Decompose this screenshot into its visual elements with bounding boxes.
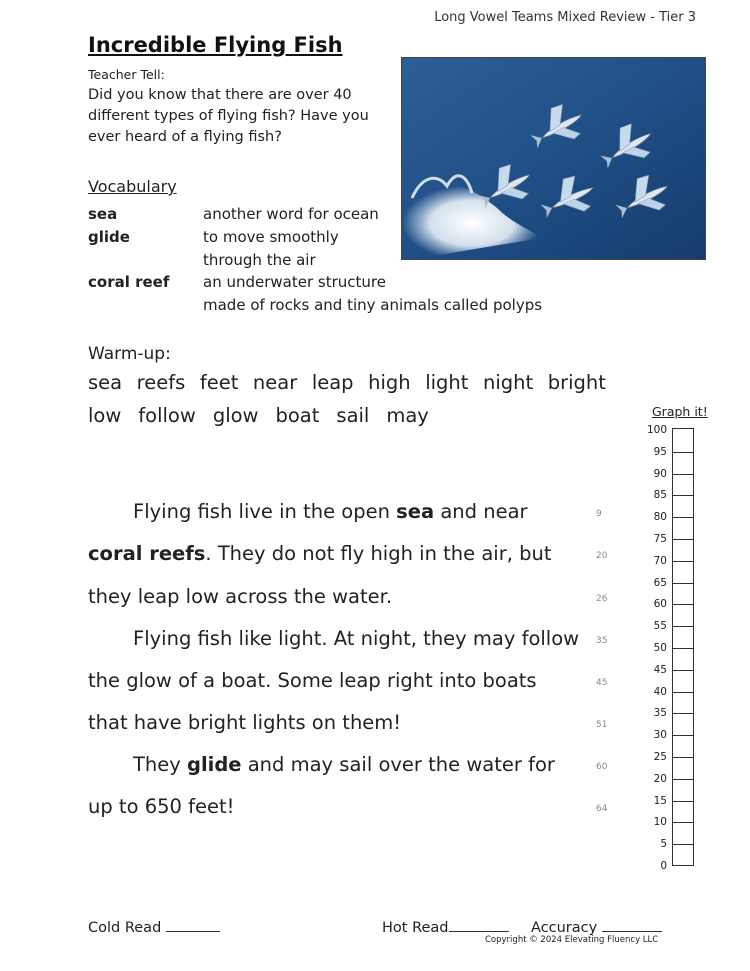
graph-label: 25 [653, 751, 667, 763]
warmup-word: near [252, 371, 298, 394]
warmup-heading: Warm-up: [88, 344, 171, 364]
warmup-word: leap [311, 371, 354, 394]
graph-label: 15 [653, 794, 667, 807]
graph-tick [672, 648, 694, 649]
vocab-highlight: glide [187, 753, 242, 776]
graph-label: 90 [653, 467, 667, 480]
warmup-word: high [368, 371, 411, 394]
vocab-def-coral-reef: an underwater structure [203, 273, 386, 291]
warmup-row-2 [88, 404, 429, 427]
vocab-def-glide: to move smoothly [203, 228, 339, 246]
warmup-word: follow [138, 404, 196, 427]
graph-tick [672, 604, 694, 605]
header-tag: Long Vowel Teams Mixed Review - Tier 3 [434, 10, 696, 25]
passage-line [88, 795, 234, 818]
graph-label: 30 [653, 729, 667, 742]
warmup-word: boat [275, 404, 320, 427]
flying-fish-photo [401, 57, 706, 260]
graph-label: 55 [653, 620, 667, 633]
graph-label: 35 [653, 707, 667, 720]
graph-tick [672, 779, 694, 780]
warmup-word: light [425, 371, 469, 394]
graph-label: 100 [646, 424, 667, 436]
warmup-word: may [386, 404, 429, 427]
graph-tick [672, 801, 694, 802]
vocabulary-heading: Vocabulary [88, 177, 177, 196]
graph-tick [672, 844, 694, 845]
word-count: 51 [596, 720, 608, 730]
warmup-word: sail [336, 404, 370, 427]
graph-title: Graph it! [652, 404, 708, 419]
graph-label: 20 [653, 772, 667, 785]
graph-label: 70 [653, 554, 667, 567]
vocab-highlight: coral reefs [88, 542, 206, 565]
passage-line [88, 585, 392, 608]
graph-tick [672, 583, 694, 584]
teacher-tell-line: different types of flying fish? Have you [88, 108, 369, 124]
graph-tick [672, 517, 694, 518]
passage-text: the glow of a boat. Some leap right into boats [88, 669, 537, 692]
warmup-word: reefs [136, 371, 186, 394]
passage-line [133, 753, 555, 776]
word-count: 60 [596, 762, 608, 772]
passage-text: Flying fish live in the open [133, 500, 397, 523]
passage-text: Flying fish like light. At night, they may follow [133, 627, 580, 650]
warmup-word: night [482, 371, 534, 394]
graph-label: 95 [653, 445, 667, 458]
graph-tick [672, 713, 694, 714]
graph-tick [672, 735, 694, 736]
cold-read-label: Cold Read [88, 920, 162, 936]
teacher-tell-line: ever heard of a flying fish? [88, 129, 282, 145]
passage-text: they leap low across the water. [88, 585, 393, 608]
hot-read-field [382, 917, 509, 936]
graph-label: 60 [653, 598, 667, 611]
word-count: 9 [596, 509, 602, 519]
vocab-word-sea: sea [88, 205, 118, 223]
graph-tick [672, 670, 694, 671]
warmup-word: sea [88, 371, 123, 394]
graph-tick [672, 452, 694, 453]
graph-tick [672, 561, 694, 562]
accuracy-label: Accuracy [531, 920, 598, 936]
cold-read-field [88, 917, 220, 936]
word-count: 64 [596, 804, 608, 814]
passage-line [133, 627, 579, 650]
passage-line [133, 500, 528, 523]
graph-label: 40 [653, 685, 667, 698]
passage-text: that have bright lights on them! [88, 711, 402, 734]
word-count: 20 [596, 551, 608, 561]
vocab-word-glide: glide [88, 228, 130, 246]
warmup-row-1 [88, 371, 606, 394]
page-title: Incredible Flying Fish [88, 33, 343, 57]
graph-label: 65 [653, 576, 667, 589]
warmup-word: feet [199, 371, 239, 394]
graph-tick [672, 822, 694, 823]
vocab-highlight: sea [396, 500, 435, 523]
accuracy-blank[interactable] [602, 917, 662, 932]
word-count: 45 [596, 678, 608, 688]
vocab-word-coral-reef: coral reef [88, 273, 170, 291]
graph-label: 75 [653, 533, 667, 545]
graph-tick [672, 495, 694, 496]
passage-line [88, 542, 552, 565]
warmup-word: low [88, 404, 122, 427]
graph-tick [672, 474, 694, 475]
graph-tick [672, 757, 694, 758]
warmup-word: glow [212, 404, 259, 427]
graph-label: 5 [660, 838, 667, 851]
vocab-def-glide-cont: through the air [203, 251, 316, 269]
graph-label: 80 [653, 511, 667, 524]
graph-tick [672, 692, 694, 693]
passage-text: up to 650 feet! [88, 795, 235, 818]
graph-label: 45 [653, 663, 667, 676]
warmup-word: bright [547, 371, 606, 394]
word-count: 35 [596, 636, 608, 646]
graph-tick [672, 626, 694, 627]
vocab-def-sea: another word for ocean [203, 205, 379, 223]
graph-label: 10 [653, 816, 667, 829]
copyright: Copyright © 2024 Elevating Fluency LLC [485, 935, 659, 945]
flying-fish-image [402, 58, 706, 260]
graph-label: 0 [660, 860, 667, 872]
hot-read-blank[interactable] [449, 917, 509, 932]
passage-line [88, 711, 401, 734]
graph-label: 85 [653, 489, 667, 502]
graph-tick [672, 539, 694, 540]
passage-text: . They do not fly high in the air, but [205, 542, 552, 565]
passage-text: and may sail over the water for [241, 753, 555, 776]
passage-text: They [133, 753, 188, 776]
teacher-tell-line: Did you know that there are over 40 [88, 87, 352, 103]
word-count: 26 [596, 594, 608, 604]
teacher-tell-text [88, 85, 388, 148]
cold-read-blank[interactable] [166, 917, 220, 932]
accuracy-field [531, 917, 662, 936]
hot-read-label: Hot Read [382, 920, 449, 936]
teacher-tell-label: Teacher Tell: [88, 67, 165, 82]
passage-line [88, 669, 537, 692]
passage-text: and near [434, 500, 528, 523]
vocab-def-coral-reef-cont: made of rocks and tiny animals called polyps [203, 296, 543, 314]
graph-label: 50 [653, 642, 667, 654]
